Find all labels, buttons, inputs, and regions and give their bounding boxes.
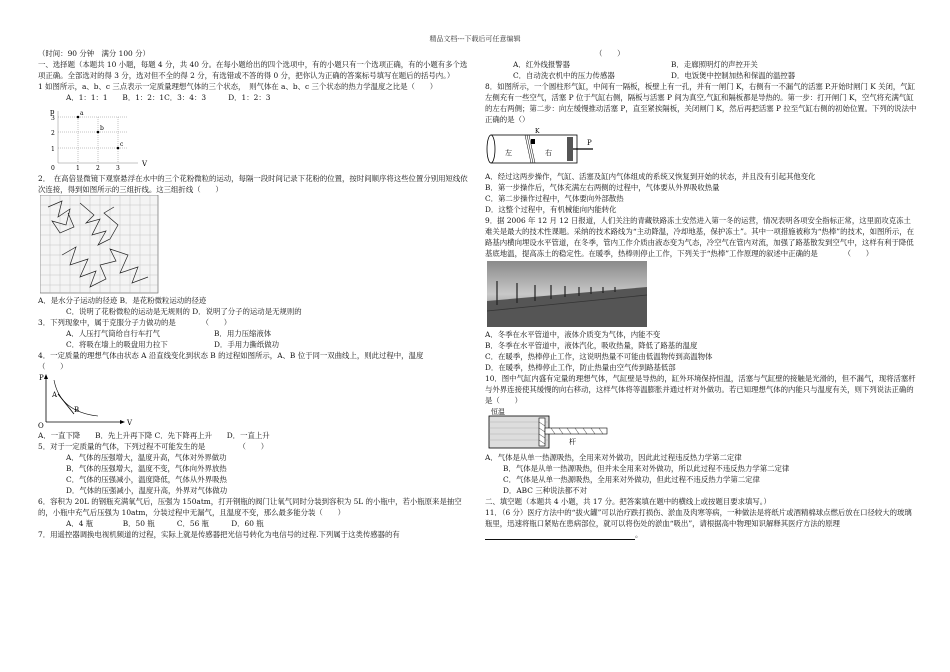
question-7-option-d: D．电饭煲中控制加热和保温的温控器 — [671, 71, 796, 80]
q2-brownian-motion-figure — [40, 195, 160, 295]
question-3-option-d: D．手用力撕纸做功 — [214, 340, 280, 349]
question-9: 9．据 2006 年 12 月 12 日报道，人们关注的青藏铁路冻土安然进入第一冬的运营，情况表明各项安全指标正常，这里面攻克冻土难关是最大的技术性课题。采纳的技术路线为“主动降温，冷却地基，保护冻土”。其中一项措施被称为“热棒”的技术，如图所示，在路基内横向埋设水平管道，在冬季，管内工作介质由液态变为气态，冷空气在管内对流，加强了路基散发到空气中，这样有利于降低基底地温，提高冻土的稳定性。在暖季，热棒则停止工作，下列关于“热棒”工作原理的叙述中正确的是 （ ） — [485, 216, 914, 258]
question-2: 2． 在高倍显微镜下观察悬浮在水中的三个花粉微粒的运动，每隔一段时间记录下花粉的位置，按时间顺序将这些位置分别用短线依次连接，得到如图所示的三组折线。这三组折线（ ） — [38, 174, 468, 194]
question-9-option-a: A．冬季在水平管道中，液体介质变为气体，内能不变 — [485, 330, 661, 339]
q1-x-tick: 2 — [96, 165, 100, 172]
question-3-option-b: B．用力压缩液体 — [214, 329, 272, 338]
question-7-options-row2 — [485, 70, 917, 81]
question-8: 8．如图所示，一个圆柱形气缸，中间有一隔板，板壁上有一孔，并有一闸门 K，右侧有一不漏气的活塞 P.开始时闸门 K 关闭，气缸左侧充有一些空气，活塞 P 位于气缸右侧，隔板与活塞 P 间为真空,气缸和隔板都是导热的。第一步：打开闸门 K，空气将充满气缸的左右两侧；第二步：向左缓慢推动活塞 P，直至紧挨隔板，关闭闸门 K，然后再把活塞 P 拉至气缸右侧的初始位置。下列的说法中正确的是（） — [485, 82, 917, 124]
question-1: 1 如图所示，a、b、c 三点表示一定质量理想气体的三个状态， 则气体在 a、b、c 三个状态的热力学温度之比是（ ） — [38, 82, 438, 91]
question-10-option-c: C．气体是从单一热源吸热，全用来对外做功，但此过程不违反热力学第二定律 — [503, 475, 760, 484]
question-8-option-b: B．第一步操作后，气体充满左右两侧的过程中，气体要从外界吸收热量 — [485, 183, 720, 192]
question-8-option-d: D．这整个过程中，有机械能向内能转化 — [485, 205, 617, 214]
question-4: 4．一定质量的理想气体由状态 A 沿直线变化到状态 B 的过程如图所示，A、B 位于同一双曲线上，则此过程中，温度 （ ） — [38, 351, 453, 371]
question-6: 6．容积为 20L 的钢瓶充满氧气后，压强为 150atm，打开钢瓶的阀门让氧气同时分装到容积为 5L 的小瓶中，若小瓶原来是抽空的，小瓶中充气后压强为 10atm，分装过程中无漏气，且温度不变，那么最多能分装（ ） — [38, 497, 462, 517]
question-10: 10．图中气缸内盛有定量的理想气体，气缸壁是导热的，缸外环境保持恒温，活塞与气缸壁的接触是光滑的，但不漏气，现将活塞杆与外界连接使其缓慢的向右移动，这样气体将等温膨胀并通过杆对外做功。若已知理想气体的内能只与温度有关，则下列说法正确的是（ ） — [485, 374, 916, 405]
section-1-intro: 一、选择题（本题共 10 小题，每题 4 分，共 40 分。在每小题给出的四个选项中，有的小题只有一个选项正确，有的小题有多个选项正确。全部选对的得 3 分，选对但不全的得 2 分，有选错或不答的得 0 分，把你认为正确的答案标号填写在题后的括号内。） — [38, 60, 468, 80]
right-column — [485, 48, 917, 540]
q8-label-p: P — [587, 139, 592, 147]
question-10-option-d: D．ABC 三种说法都不对 — [503, 486, 587, 495]
question-11-text: 11．（6 分）医疗方法中的“拔火罐”可以治疗跌打损伤、淤血及肉寒等病，一种做法是将纸片或酒精棉球点燃后放在口径较大的玻璃瓶里，迅速将瓶口紧贴在患病部位，就可以将伤处的淤血“吸出”，请根据高中物理知识解释其医疗方法的原理 — [485, 508, 912, 528]
question-8-option-a: A．经过这两步操作，气缸、活塞及缸内气体组成的系统又恢复到开始的状态，并且没有引起其他变化 — [485, 172, 816, 181]
q1-point-b: b — [100, 125, 104, 132]
question-5-option-b: B．气体的压强增大，温度不变，气体向外界放热 — [66, 464, 227, 473]
question-7-paren: （ ） — [595, 49, 625, 58]
q1-y-tick: 2 — [51, 130, 55, 137]
question-6-options: A．4 瓶 B．50 瓶 C．56 瓶 D．60 瓶 — [66, 519, 264, 528]
q1-y-tick: 1 — [51, 146, 55, 153]
question-11: 11．（6 分）医疗方法中的“拔火罐”可以治疗跌打损伤、淤血及肉寒等病，一种做法是将纸片或酒精棉球点燃后放在口径较大的玻璃瓶里，迅速将瓶口紧贴在患病部位，就可以将伤处的淤血“吸出”，请根据高中物理知识解释其医疗方法的原理。 — [485, 508, 912, 539]
question-2-option-cd: C．说明了花粉微粒的运动是无规则的 D．说明了分子的运动是无规则的 — [66, 307, 302, 316]
q10-cylinder-figure — [485, 406, 615, 452]
q4-v-axis-label: V — [127, 419, 133, 427]
q1-x-tick: 1 — [76, 165, 80, 172]
question-5-option-c: C．气体的压强减小，温度降低，气体从外界吸热 — [66, 475, 227, 484]
q9-heat-pipe-photo — [487, 261, 647, 327]
q8-label-k: K — [535, 128, 540, 135]
q1-origin: 0 — [51, 165, 55, 172]
question-5-option-d: D．气体的压强减小，温度升高，外界对气体做功 — [66, 486, 228, 495]
question-3-option-c: C．将吸在墙上的吸盘用力拉下 — [66, 340, 168, 349]
section-2-intro: 二、填空题（本题共 4 小题，共 17 分。把答案填在题中的横线上或按题目要求填写。） — [485, 497, 771, 506]
q10-label-rod: 杆 — [569, 438, 576, 446]
q8-label-left: 左 — [505, 149, 512, 157]
question-7-option-a: A．红外线报警器 — [513, 60, 571, 69]
question-1-options: A．1：1：1 B．1：2：1C．3：4：3 D．1：2：3 — [66, 93, 271, 102]
question-3-options-row1 — [38, 328, 470, 339]
question-9-option-b: B．冬季在水平管道中，液体汽化，吸收热量，降低了路基的温度 — [485, 341, 698, 350]
question-7-options-row1 — [485, 59, 917, 70]
question-3-options-row2 — [38, 339, 470, 350]
question-3: 3．下列现象中，属于克服分子力做功的是 （ ） — [38, 318, 232, 327]
question-3-option-a: A．人压打气筒给自行车打气 — [66, 329, 161, 338]
question-9-option-d: D．在暖季，热棒停止工作，防止热量由空气传到路基低部 — [485, 363, 676, 372]
q1-v-axis-label: V — [142, 160, 148, 168]
q1-x-tick: 3 — [116, 165, 120, 172]
q4-pv-graph — [38, 372, 148, 430]
question-5: 5．对于一定质量的气体，下列过程不可能发生的是 （ ） — [38, 442, 269, 451]
question-4-options: A．一直下降 B．先上升再下降 C．先下降再上升 D．一直上升 — [38, 431, 270, 440]
question-2-option-ab: A．是水分子运动的径迹 B．是花粉微粒运动的径迹 — [38, 296, 207, 305]
question-9-option-c: C．在暖季，热棒停止工作，这说明热量不可能由低温物传到高温物体 — [485, 352, 713, 361]
question-7-option-b: B．走廊照明灯的声控开关 — [671, 60, 758, 69]
question-10-option-a: A．气体是从单一热源吸热，全用来对外做功，因此此过程违反热力学第二定律 — [485, 453, 742, 462]
q1-y-tick: 3 — [51, 115, 55, 122]
q4-point-b: B — [74, 406, 80, 414]
q1-point-c: c — [120, 141, 124, 148]
exam-info: （时间：90 分钟 满分 100 分） — [38, 49, 150, 58]
q8-label-right: 右 — [545, 149, 552, 157]
answer-blank — [485, 531, 635, 540]
q1-p-axis-label: p — [50, 108, 55, 116]
question-7-option-c: C．自动洗衣机中的压力传感器 — [513, 71, 615, 80]
q4-origin: O — [38, 422, 44, 430]
q8-cylinder-figure — [485, 125, 615, 171]
q10-label-constant-temp: 恒温 — [491, 408, 505, 416]
left-column — [38, 48, 470, 540]
question-8-option-c: C．第二步操作过程中，气体要向外部散热 — [485, 194, 624, 203]
q4-point-a: A — [52, 391, 58, 399]
question-7: 7．用遥控器调换电视机频道的过程，实际上就是传感器把光信号转化为电信号的过程.下列属于这类传感器的有 — [38, 530, 400, 539]
question-10-option-b: B．气体是从单一热源吸热，但并未全用来对外做功，所以此过程不违反热力学第二定律 — [503, 464, 790, 473]
q1-pv-graph — [38, 103, 158, 173]
page-header: 精品文档---下载后可任意编辑 — [429, 35, 521, 43]
q4-p-axis-label: P — [39, 374, 44, 382]
q1-point-a: a — [80, 110, 84, 117]
question-5-option-a: A．气体的压强增大，温度升高，气体对外界做功 — [66, 453, 227, 462]
